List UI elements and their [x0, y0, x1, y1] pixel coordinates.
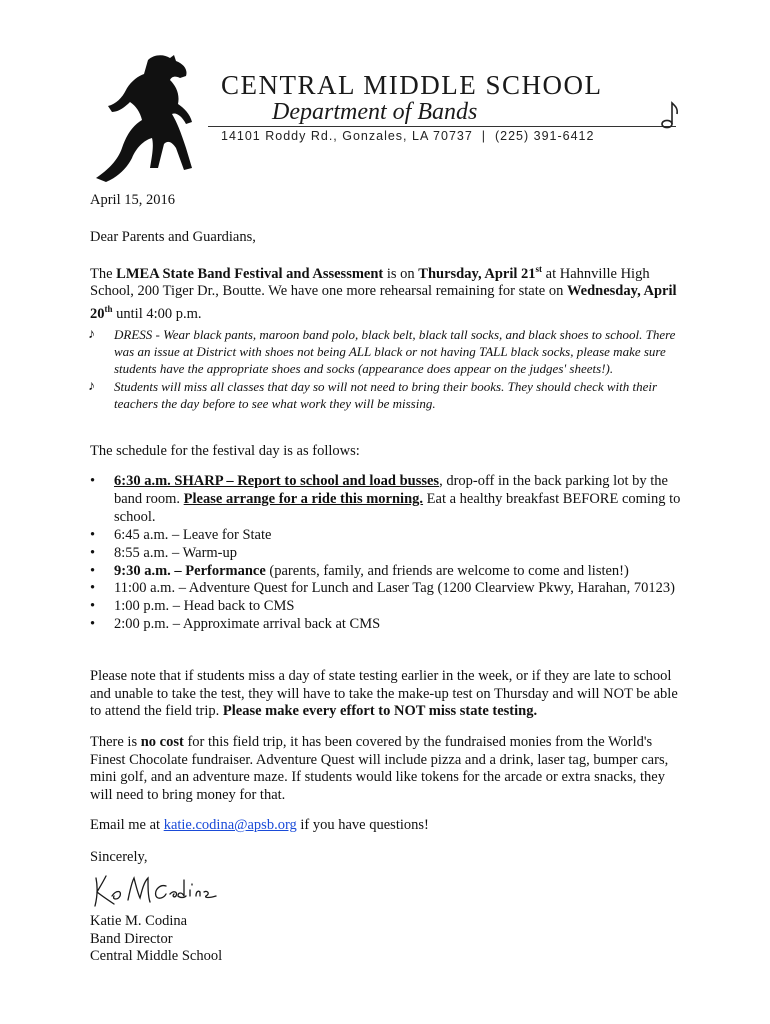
signer-org: Central Middle School	[90, 948, 223, 965]
department-name: Department of Bands	[272, 99, 478, 125]
signer-block	[90, 913, 690, 966]
notes-list	[90, 326, 690, 412]
rearing-horse-logo	[88, 52, 206, 184]
school-address: 14101 Roddy Rd., Gonzales, LA 70737 | (225) 391-6412	[221, 129, 595, 143]
email-link[interactable]: katie.codina@apsb.org	[163, 817, 297, 833]
list-item: • 11:00 a.m. – Adventure Quest for Lunch and Laser Tag (1200 Clearview Pkwy, Harahan, 70123)	[90, 580, 675, 597]
contact-paragraph: Email me at katie.codina@apsb.org if you have questions!	[90, 817, 429, 833]
school-name: CENTRAL MIDDLE SCHOOL	[221, 70, 603, 100]
list-item: • 6:30 a.m. SHARP – Report to school and load busses, drop-off in the back parking lot by the band room. Please arrange for a ride this morning. Eat a healthy breakfast BEFORE coming to school.	[90, 473, 681, 525]
letterhead-rule	[208, 126, 676, 127]
signer-title: Band Director	[90, 930, 173, 947]
list-item: • 9:30 a.m. – Performance (parents, family, and friends are welcome to come and listen!)	[90, 562, 629, 579]
bullet-icon: •	[90, 616, 96, 633]
bullet-icon: •	[90, 598, 96, 615]
music-note-bullet-icon: ♪	[88, 327, 95, 342]
schedule-list	[90, 473, 690, 634]
music-note-bullet-icon: ♪	[88, 378, 95, 394]
bullet-icon: •	[90, 580, 96, 597]
list-item: • 8:55 a.m. – Warm-up	[90, 544, 238, 561]
list-item: • 2:00 p.m. – Approximate arrival back at CMS	[90, 616, 381, 633]
letterhead	[88, 48, 688, 188]
closing: Sincerely,	[90, 849, 148, 865]
list-item: • 6:45 a.m. – Leave for State	[90, 526, 272, 543]
bullet-icon: •	[90, 562, 96, 579]
bullet-icon: •	[90, 544, 96, 561]
letter-date: April 15, 2016	[90, 192, 175, 208]
testing-paragraph: Please note that if students miss a day of state testing earlier in the week, or if they are late to school and unable to take the test, they will have to take the make-up test on Thursday and will NOT be able to attend the field trip. Please make every effort to NOT miss state testing.	[90, 668, 678, 720]
signature-image	[88, 866, 218, 910]
bullet-icon: •	[90, 526, 96, 543]
schedule-intro: The schedule for the festival day is as follows:	[90, 443, 360, 459]
cost-paragraph: There is no cost for this field trip, it has been covered by the fundraised monies from the World's Finest Chocolate fundraiser. Adventure Quest will include pizza and a drink, laser tag, bumper cars, mini golf, and an adventure maze. If students would like tokens for the arcade or extra snacks, they will need to bring money for that.	[90, 734, 669, 803]
greeting: Dear Parents and Guardians,	[90, 229, 256, 245]
bullet-icon: •	[90, 473, 96, 489]
music-note-icon	[660, 100, 680, 130]
intro-paragraph: The LMEA State Band Festival and Assessment is on Thursday, April 21st at Hahnville High School, 200 Tiger Dr., Boutte. We have one more rehearsal remaining for state on Wednesday, April 20th until 4:00 p.m.	[90, 264, 677, 322]
list-item: ♪ DRESS - Wear black pants, maroon band polo, black belt, black tall socks, and black shoes to school. There was an issue at District with shoes not being ALL black or not having TALL black socks, please make sure students have the appropriate shoes and socks (appearance does appear on the judges' sheets!).	[88, 327, 676, 377]
signer-name: Katie M. Codina	[90, 913, 188, 929]
list-item: ♪ Students will miss all classes that day so will not need to bring their books. They should check with their teachers the day before to see what work they will be missing.	[88, 378, 658, 411]
list-item: • 1:00 p.m. – Head back to CMS	[90, 598, 295, 615]
